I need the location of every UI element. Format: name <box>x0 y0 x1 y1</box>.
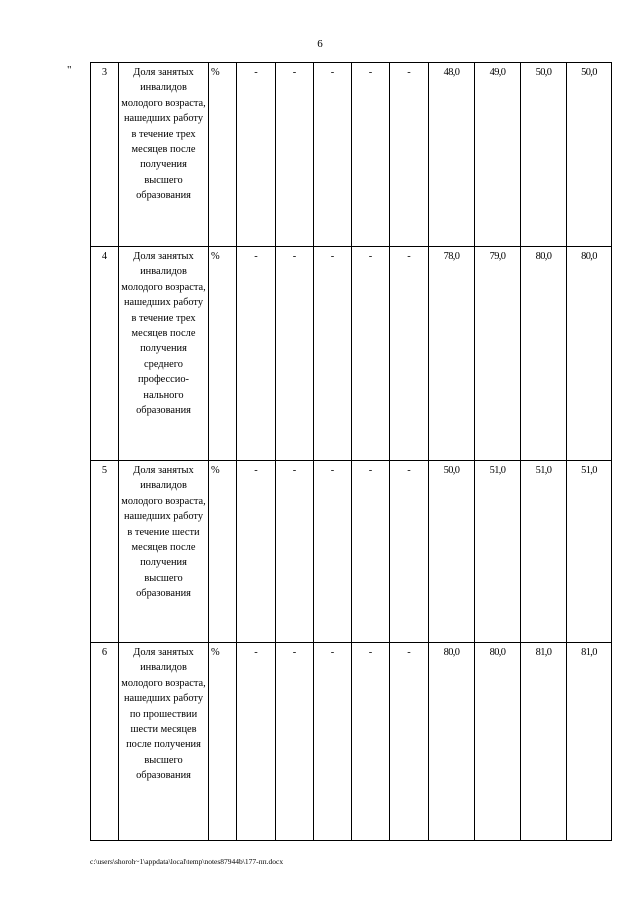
value-cell: 50,0 <box>429 461 475 643</box>
value-cell: 80,0 <box>521 247 567 461</box>
value-cell: 51,0 <box>521 461 567 643</box>
table-row <box>91 247 612 461</box>
page-number: 6 <box>317 38 323 50</box>
row-number: 4 <box>91 247 119 461</box>
file-path-footer: c:\users\shoroh~1\appdata\local\temp\notes87944b\177-пп.docx <box>90 857 284 866</box>
empty-value-cell: - <box>276 461 314 643</box>
value-cell: 80,0 <box>475 643 521 841</box>
empty-value-cell: - <box>237 643 276 841</box>
empty-value-cell: - <box>237 63 276 247</box>
value-cell: 81,0 <box>567 643 612 841</box>
empty-value-cell: - <box>314 63 352 247</box>
empty-value-cell: - <box>237 461 276 643</box>
indicator-name: Доля занятых инвалидов молодого возраста, нашедших работу по прошествии шести месяцев после получения высшего образования <box>119 643 209 841</box>
indicator-name: Доля занятых инвалидов молодого возраста, нашедших работу в течение трех месяцев после получения среднего профессио-нального образования <box>119 247 209 461</box>
indicators-table <box>90 62 612 841</box>
indicator-name: Доля занятых инвалидов молодого возраста, нашедших работу в течение шести месяцев после получения высшего образования <box>119 461 209 643</box>
empty-value-cell: - <box>352 643 390 841</box>
unit-cell: % <box>209 461 237 643</box>
table-row <box>91 63 612 247</box>
value-cell: 48,0 <box>429 63 475 247</box>
empty-value-cell: - <box>390 247 429 461</box>
empty-value-cell: - <box>314 461 352 643</box>
value-cell: 81,0 <box>521 643 567 841</box>
value-cell: 50,0 <box>521 63 567 247</box>
empty-value-cell: - <box>276 63 314 247</box>
unit-cell: % <box>209 63 237 247</box>
table-row <box>91 461 612 643</box>
value-cell: 51,0 <box>475 461 521 643</box>
row-number: 5 <box>91 461 119 643</box>
value-cell: 80,0 <box>567 247 612 461</box>
empty-value-cell: - <box>390 461 429 643</box>
empty-value-cell: - <box>390 63 429 247</box>
opening-quote-mark: " <box>67 64 72 76</box>
value-cell: 51,0 <box>567 461 612 643</box>
value-cell: 78,0 <box>429 247 475 461</box>
row-number: 6 <box>91 643 119 841</box>
empty-value-cell: - <box>352 63 390 247</box>
row-number: 3 <box>91 63 119 247</box>
empty-value-cell: - <box>352 461 390 643</box>
empty-value-cell: - <box>314 643 352 841</box>
empty-value-cell: - <box>352 247 390 461</box>
empty-value-cell: - <box>390 643 429 841</box>
unit-cell: % <box>209 247 237 461</box>
value-cell: 49,0 <box>475 63 521 247</box>
indicator-name: Доля занятых инвалидов молодого возраста, нашедших работу в течение трех месяцев после получения высшего образования <box>119 63 209 247</box>
table-row <box>91 643 612 841</box>
empty-value-cell: - <box>237 247 276 461</box>
value-cell: 79,0 <box>475 247 521 461</box>
empty-value-cell: - <box>314 247 352 461</box>
unit-cell: % <box>209 643 237 841</box>
value-cell: 80,0 <box>429 643 475 841</box>
empty-value-cell: - <box>276 247 314 461</box>
value-cell: 50,0 <box>567 63 612 247</box>
empty-value-cell: - <box>276 643 314 841</box>
